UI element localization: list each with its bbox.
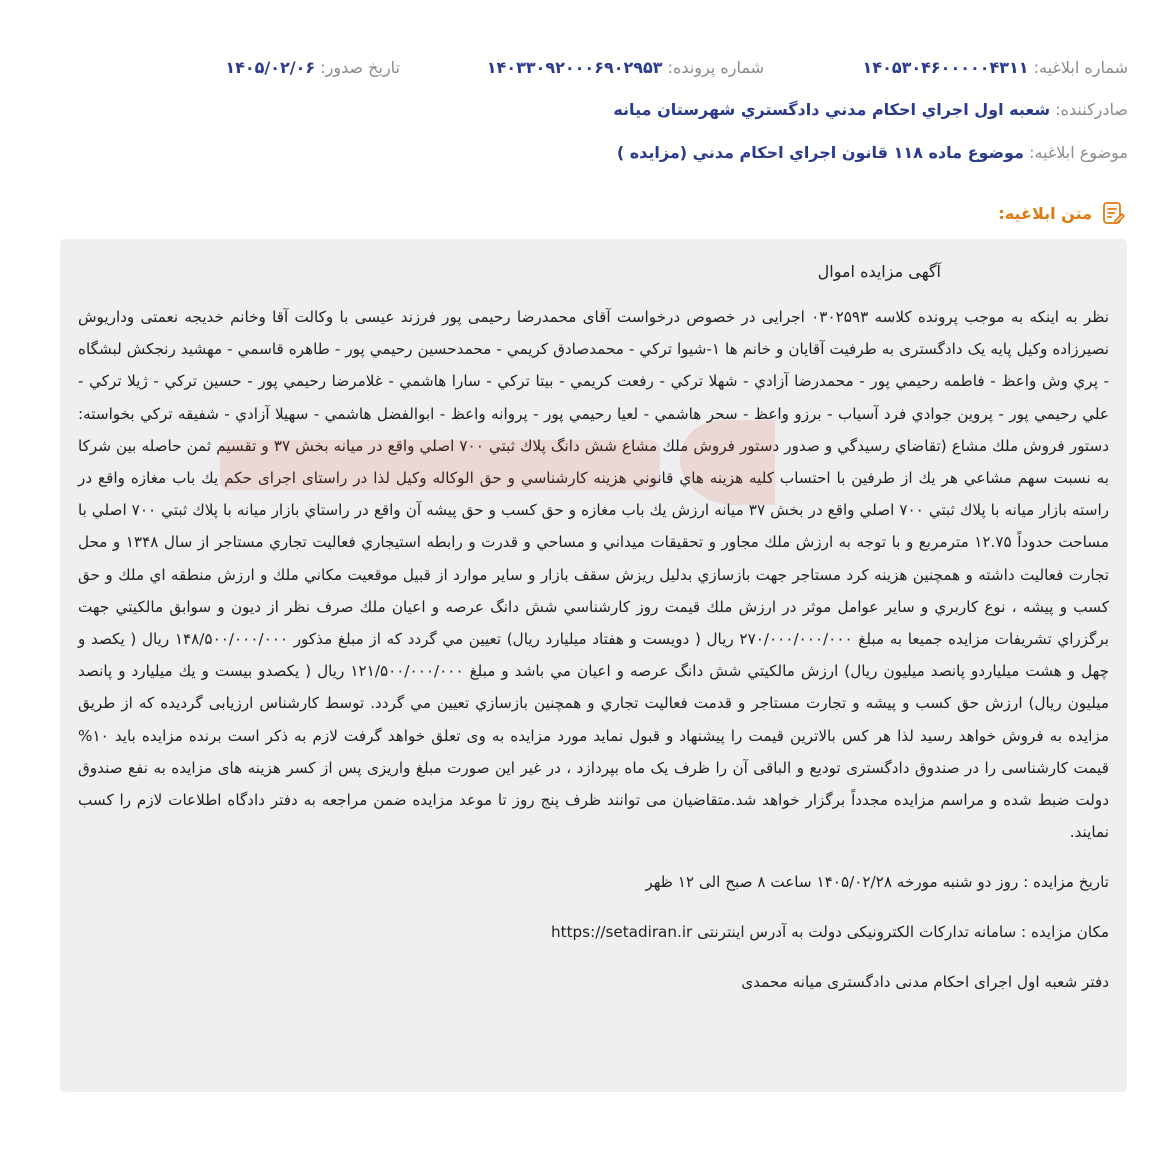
notice-text-heading-label: متن ابلاغيه:: [998, 203, 1092, 223]
subject-row: [40, 141, 1128, 165]
notice-text-heading: [998, 200, 1126, 226]
issuer-row: [40, 98, 1128, 122]
notice-text-box: [60, 239, 1127, 1092]
auction-date-line: تاريخ مزايده : روز دو شنبه مورخه ۱۴۰۵/۰۲/۲۸ ساعت ۸ صبح الی ۱۲ ظهر: [645, 873, 1109, 892]
issue-date-label: تاريخ صدور:: [320, 58, 400, 77]
case-number: [487, 56, 764, 80]
case-number-label: شماره پرونده:: [667, 58, 764, 77]
notice-title: آگهی مزايده اموال: [817, 262, 941, 281]
notice-number-label: شماره ابلاغيه:: [1033, 58, 1128, 77]
signature-line: دفتر شعبه اول اجرای احكام مدنی دادگستری ميانه محمدی: [741, 973, 1109, 992]
issuer-label: صادرکننده:: [1055, 100, 1128, 119]
case-number-value: ۱۴۰۳۳۰۹۲۰۰۰۶۹۰۲۹۵۳: [486, 58, 663, 77]
issuer-value: شعبه اول اجراي احكام مدني دادگستري شهرستان ميانه: [613, 100, 1051, 119]
auction-place-line: [78, 916, 1109, 948]
notice-body: نظر به اينكه به موجب پرونده كلاسه ۰۳۰۲۵۹۳ اجرايی در خصوص درخواست آقای محمدرضا رحيمی پور فرزند عيسی با وكالت آقا وخانم خديجه نعمتی وداريوش نصيرزاده وكيل پايه يک دادگستری به طرفيت آقايان و خانم ها ۱-شيوا تركي - محمدصادق كريمي - محمدحسين رحيمي پور - طاهره قاسمي - مهشيد رنجكش لبشگاه - پري وش واعظ - فاطمه رحيمي پور - محمدرضا آزادي - شهلا تركي - رفعت كريمي - بيتا تركي - سارا هاشمي - غلامرضا رحيمي پور - حسين تركي - ژيلا تركي - علي رحيمي پور - پروين جوادي فرد آسياب - برزو واعظ - سحر هاشمي - لعيا رحيمي پور - پروانه واعظ - ابوالفضل هاشمي - سهيلا آزادي - شفيقه تركي بخواسته: دستور فروش ملك مشاع (تقاضاي رسيدگي و صدور دستور فروش ملك مشاع شش دانگ پلاك ثبتي ۷۰۰ اصلي واقع در ميانه بخش ۳۷ و تقسيم ثمن حاصله بين شركا به نسبت سهم مشاعي هر يك از طرفين با احتساب كليه هزينه هاي قانوني هزينه كارشناسي و حق الوكاله وكيل لذا در راستای اجرای حكم يك باب مغازه واقع در راسته بازار ميانه با پلاك ثبتي ۷۰۰ اصلي واقع در بخش ۳۷ ميانه ارزش يك باب مغازه و حق كسب و حق پيشه آن واقع در راستاي بازار ميانه با پلاك ثبتي ۷۰۰ اصلي با مساحت حدوداً ۱۲.۷۵ مترمربع و با توجه به ارزش ملك مجاور و تحقيقات ميداني و مساحي و قدرت و رابطه استيجاري فعاليت تجاري مستاجر از سال ۱۳۴۸ و محل تجارت فعاليت داشته و همچنين هزينه كرد مستاجر جهت بازسازي بدليل ريزش سقف بازار و ساير موارد از قبيل موقعيت مكاني ملك و ارزش منطقه اي ملك و حق كسب و پيشه ، نوع كاربري و ساير عوامل موثر در ارزش ملك قيمت روز كارشناسي شش دانگ عرصه و اعيان ملك صرف نظر از ديون و سوابق مالكيتي جهت برگزراي تشريفات مزايده جميعا به مبلغ ۲۷۰/۰۰۰/۰۰۰/۰۰۰ ريال ( دويست و هفتاد ميليارد ريال) تعيين مي گردد كه از مبلغ مذكور ۱۴۸/۵۰۰/۰۰۰/۰۰۰ ريال ( يكصد و چهل و هشت ميلياردو پانصد ميليون ريال) ارزش مالكيتي شش دانگ عرصه و اعيان مي باشد و مبلغ ۱۲۱/۵۰۰/۰۰۰/۰۰۰ ريال ( يكصدو بيست و يك ميليارد و پانصد ميليون ريال) ارزش حق كسب و پيشه و تجارت مستاجر و قدمت فعاليت تجاري و همچنين بازسازي تعيين مي گردد. توسط كارشناس ارزيابی گرديده كه از طريق مزايده به فروش خواهد رسيد لذا هر كس بالاترين قيمت را پيشنهاد و قبول نمايد مورد مزايده به وی تعلق خواهد گرفت لازم به ذكر است برنده مزايده بايد ۱۰% قيمت كارشناسی را در صندوق دادگستری توديع و الباقی آن را ظرف يک ماه بپردازد ، در غير اين صورت مبلغ واريزی پس از كسر هزينه های مزايده به نفع صندوق دولت ضبط شده و مراسم مزايده مجدداً برگزار خواهد شد.متقاضيان می توانند ظرف پنج روز تا موعد مزايده ضمن مراجعه به دفتر دادگاه اطلاعات لازم را كسب نمايند.: [78, 308, 1110, 842]
issue-date: [225, 56, 400, 80]
auction-place-text: مكان مزايده : سامانه تداركات الكترونيكی دولت به آدرس اينترنتی: [692, 923, 1109, 942]
notice-meta-row: [40, 56, 1128, 82]
auction-place-url: https://setadiran.ir: [551, 923, 693, 942]
subject-value: موضوع ماده ۱۱۸ قانون اجراي احكام مدني (مزايده ): [616, 143, 1024, 162]
document-pen-icon: [1100, 200, 1126, 226]
notice-number-value: ۱۴۰۵۳۰۴۶۰۰۰۰۰۴۳۱۱: [862, 58, 1029, 77]
subject-label: موضوع ابلاغيه:: [1029, 143, 1128, 162]
notice-number: [863, 56, 1128, 80]
issue-date-value: ۱۴۰۵/۰۲/۰۶: [225, 58, 316, 77]
